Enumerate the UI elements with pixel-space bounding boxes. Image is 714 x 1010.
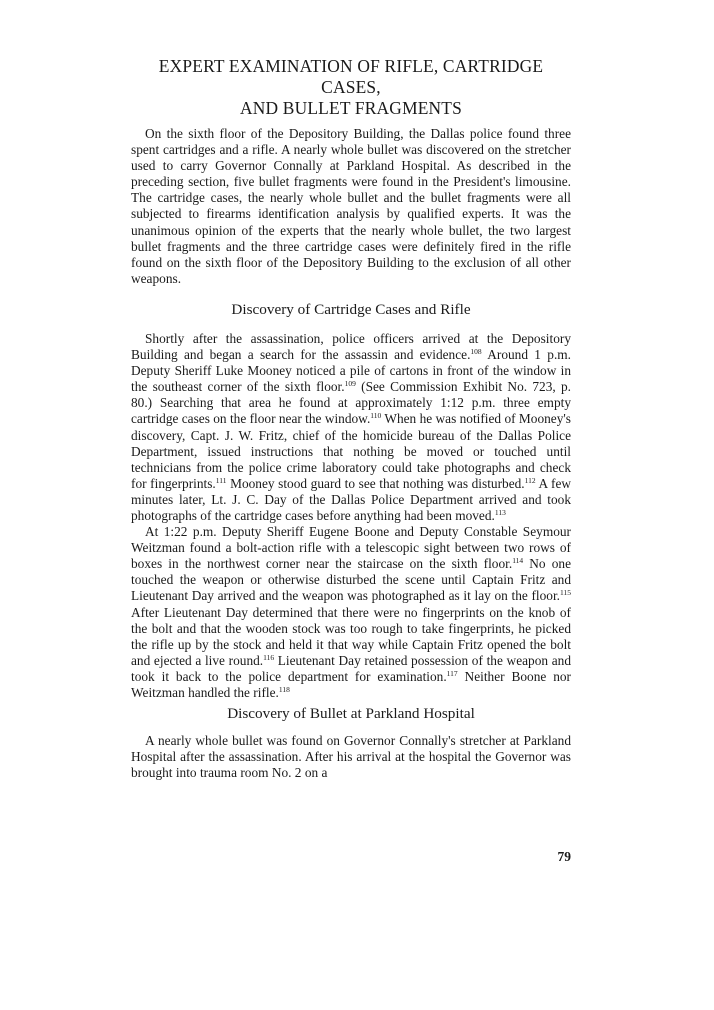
section1-paragraph-1: [131, 331, 571, 524]
section1-paragraph-2: [131, 524, 571, 701]
text-run: Shortly after the assassination, police officers arrived at the Depository Building and began a search for the assassin and evidence.: [131, 330, 571, 363]
footnote-marker: 115: [560, 588, 571, 598]
footnote-marker: 110: [370, 411, 382, 421]
text-run: Around 1 p.m. Deputy Sheriff Luke Mooney noticed a pile of cartons in front of the window in the southeast corner of the sixth floor.: [131, 347, 571, 395]
footnote-marker: 114: [512, 556, 524, 566]
page-title-line-1: EXPERT EXAMINATION OF RIFLE, CARTRIDGE CASES,: [158, 56, 544, 97]
text-run: Mooney stood guard to see that nothing was disturbed.: [226, 475, 525, 491]
footnote-marker: 109: [344, 379, 356, 389]
text-column: [131, 56, 571, 781]
footnote-marker: 111: [215, 475, 227, 485]
footnote-marker: 116: [263, 652, 275, 662]
text-run: After Lieutenant Day determined that there were no fingerprints on the knob of the bolt and that the wooden stock was too rough to take fingerprints, he picked the rifle up by the stock and held it that way while Captain Fritz opened the bolt and ejected a live round.: [131, 604, 571, 668]
footnote-marker: 118: [278, 685, 290, 694]
text-run: (See Commission Exhibit No. 723, p. 80.) Searching that area he found at approximately 1:12 p.m. three empty cartridge cases on the floor near the window.: [131, 379, 571, 427]
text-run: Neither Boone nor Weitzman handled the rifle.: [131, 668, 571, 700]
page-title-line-2: AND BULLET FRAGMENTS: [239, 98, 463, 118]
section-heading-parkland-bullet: Discovery of Bullet at Parkland Hospital: [227, 705, 475, 723]
footnote-marker: 117: [446, 668, 458, 678]
footnote-marker: 108: [470, 347, 482, 357]
text-run: When he was notified of Mooney's discovery, Capt. J. W. Fritz, chief of the homicide bureau of the Dallas Police Department, issued instructions that nothing be moved or touched until technicians from the police crime laboratory could take photographs and check for fingerprints.: [131, 411, 571, 491]
text-run: At 1:22 p.m. Deputy Sheriff Eugene Boone and Deputy Constable Seymour Weitzman found a bolt-action rifle with a telescopic sight between two rows of boxes in the northwest corner near the staircase on the sixth floor.: [131, 524, 571, 572]
page-title: [131, 56, 571, 119]
footnote-marker: 112: [524, 475, 536, 485]
footnote-marker: 113: [494, 507, 506, 517]
section-heading-cartridge-cases-rifle: Discovery of Cartridge Cases and Rifle: [231, 300, 471, 318]
section2-paragraph-1: A nearly whole bullet was found on Governor Connally's stretcher at Parkland Hospital after the assassination. After his arrival at the hospital the Governor was brought into trauma room No. 2 on a: [131, 733, 571, 781]
text-run: Lieutenant Day retained possession of the weapon and took it back to the police department for examination.: [131, 652, 571, 684]
text-run: No one touched the weapon or otherwise disturbed the scene until Captain Fritz and Lieutenant Day arrived and the weapon was photographed as it lay on the floor.: [131, 556, 571, 604]
page-number: 79: [557, 849, 571, 864]
text-run: A few minutes later, Lt. J. C. Day of the Dallas Police Department arrived and took photographs of the cartridge cases before anything had been moved.: [131, 475, 571, 523]
intro-paragraph: On the sixth floor of the Depository Building, the Dallas police found three spent cartridges and a rifle. A nearly whole bullet was discovered on the stretcher used to carry Governor Connally at Parkland Hospital. As described in the preceding section, five bullet fragments were found in the President's limousine. The cartridge cases, the nearly whole bullet and the bullet fragments were all subjected to firearms identification analysis by qualified experts. It was the unanimous opinion of the experts that the nearly whole bullet, the two largest bullet fragments and the three cartridge cases were definitely fired in the rifle found on the sixth floor of the Depository Building to the exclusion of all other weapons.: [131, 126, 571, 286]
